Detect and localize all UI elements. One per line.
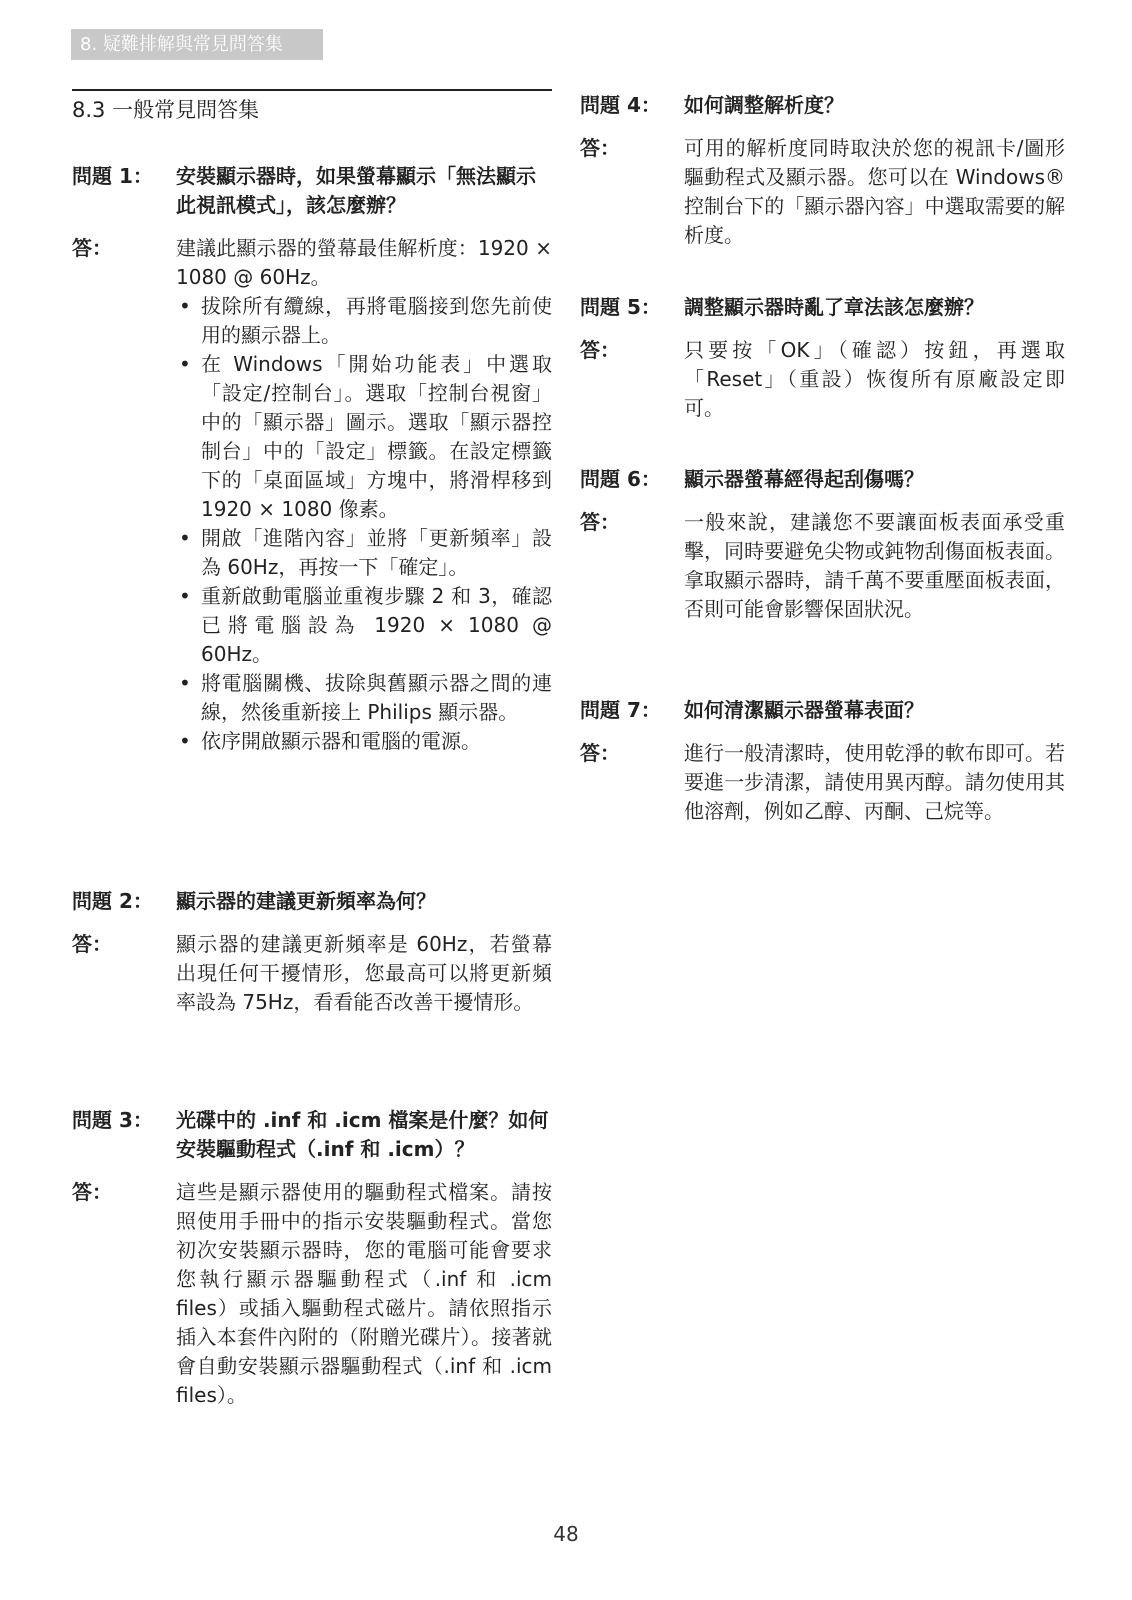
answer-label: 答：: [580, 741, 620, 765]
list-item: • 重新啟動電腦並重複步驟 2 和 3，確認已將電腦設為 1920 × 1080 @ 60Hz。: [176, 582, 552, 669]
question-text: 如何調整解析度？: [684, 93, 844, 117]
faq-item-q3: [72, 1106, 552, 1410]
answer-text: 這些是顯示器使用的驅動程式檔案。請按照使用手冊中的指示安裝驅動程式。當您初次安裝顯示器時，您的電腦可能會要求您執行顯示器驅動程式（.inf 和 .icm files）或插入驅動程式磁片。請依照指示插入本套件內附的（附贈光碟片）。接著就會自動安裝顯示器驅動程式（.inf 和 .icm files）。: [176, 1180, 552, 1407]
list-item: • 在 Windows「開始功能表」中選取「設定/控制台」。選取「控制台視窗」中的「顯示器」圖示。選取「顯示器控制台」中的「設定」標籤。在設定標籤下的「桌面區域」方塊中，將滑桿移到 1920 × 1080 像素。: [176, 350, 552, 524]
answer-text: 顯示器的建議更新頻率是 60Hz，若螢幕出現任何干擾情形，您最高可以將更新頻率設為 75Hz，看看能否改善干擾情形。: [176, 932, 552, 1014]
question-text: 如何清潔顯示器螢幕表面？: [684, 698, 924, 722]
answer-text: [176, 234, 552, 756]
faq-item-q7: [580, 696, 1065, 826]
list-item: • 將電腦關機、拔除與舊顯示器之間的連線，然後重新接上 Philips 顯示器。: [176, 669, 552, 727]
question-label: 問題 5：: [580, 295, 661, 319]
faq-item-q2: [72, 887, 552, 1017]
answer-label: 答：: [72, 1180, 112, 1204]
answer-steps-list: [176, 292, 552, 756]
chapter-header-tab: 8. 疑難排解與常見問答集: [71, 29, 323, 60]
faq-item-q1: [72, 162, 552, 756]
question-label: 問題 7：: [580, 698, 661, 722]
question-label: 問題 4：: [580, 93, 661, 117]
section-title: 8.3 一般常見問答集: [72, 98, 260, 122]
page-number: 48: [553, 1522, 579, 1546]
question-text: 顯示器螢幕經得起刮傷嗎？: [684, 467, 924, 491]
list-item: • 拔除所有纜線，再將電腦接到您先前使用的顯示器上。: [176, 292, 552, 350]
list-item: • 開啟「進階內容」並將「更新頻率」設為 60Hz，再按一下「確定」。: [176, 524, 552, 582]
answer-text: 一般來說，建議您不要讓面板表面承受重擊，同時要避免尖物或鈍物刮傷面板表面。拿取顯示器時，請千萬不要重壓面板表面，否則可能會影響保固狀況。: [684, 510, 1065, 621]
answer-label: 答：: [72, 932, 112, 956]
question-text: 安裝顯示器時，如果螢幕顯示「無法顯示此視訊模式」，該怎麼辦？: [176, 164, 536, 217]
list-item: • 依序開啟顯示器和電腦的電源。: [176, 727, 552, 756]
section-divider: [72, 89, 552, 91]
answer-intro: 建議此顯示器的螢幕最佳解析度：1920 × 1080 @ 60Hz。: [176, 236, 552, 289]
answer-label: 答：: [580, 338, 620, 362]
answer-text: 可用的解析度同時取決於您的視訊卡/圖形驅動程式及顯示器。您可以在 Windows® 控制台下的「顯示器內容」中選取需要的解析度。: [684, 136, 1065, 247]
question-label: 問題 6：: [580, 467, 661, 491]
answer-text: 進行一般清潔時，使用乾淨的軟布即可。若要進一步清潔，請使用異丙醇。請勿使用其他溶劑，例如乙醇、丙酮、己烷等。: [684, 741, 1065, 823]
answer-label: 答：: [580, 136, 620, 160]
faq-item-q6: [580, 465, 1065, 624]
faq-item-q4: [580, 91, 1065, 250]
question-label: 問題 2：: [72, 889, 153, 913]
answer-text: 只要按「OK」（確認）按鈕，再選取「Reset」（重設）恢復所有原廠設定即可。: [684, 338, 1065, 420]
question-text: 顯示器的建議更新頻率為何？: [176, 889, 436, 913]
answer-label: 答：: [580, 510, 620, 534]
question-label: 問題 1：: [72, 164, 153, 188]
question-text: 光碟中的 .inf 和 .icm 檔案是什麼？如何安裝驅動程式（.inf 和 .icm）？: [176, 1108, 549, 1161]
answer-label: 答：: [72, 236, 112, 260]
question-text: 調整顯示器時亂了章法該怎麼辦？: [684, 295, 984, 319]
faq-item-q5: [580, 293, 1065, 423]
question-label: 問題 3：: [72, 1108, 153, 1132]
